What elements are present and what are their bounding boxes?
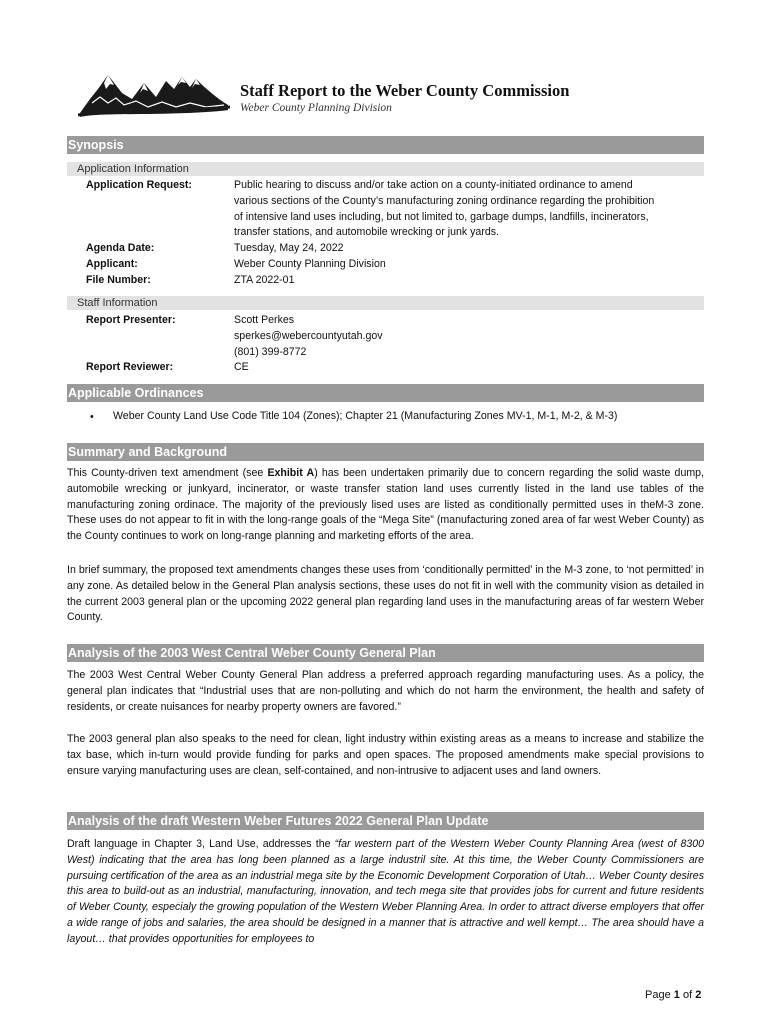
summary-p1-part1: This County-driven text amendment (see [67,467,268,479]
application-request-value [234,178,706,241]
request-line: of intensive land uses including, but not limited to, garbage dumps, landfills, incinerators, [234,210,649,223]
report-subtitle: Weber County Planning Division [240,102,392,114]
applicable-ordinances-heading: Applicable Ordinances [67,384,704,402]
page-current: 1 [673,989,680,1001]
presenter-block [234,313,706,376]
analysis-2003-paragraph-1: The 2003 West Central Weber County General Plan address a preferred approach regarding manufacturing uses. As a policy, the general plan indicates that “Industrial uses that are non-polluting and which do not harm the environment, the health and safety of residents, or create nuisances for nearby property owners are favored.” [67,669,704,713]
report-title: Staff Report to the Weber County Commission [240,81,570,100]
application-info-heading [67,162,704,176]
bullet-icon: • [90,411,94,423]
ordinance-item: Weber County Land Use Code Title 104 (Zones); Chapter 21 (Manufacturing Zones MV-1, M-1, M-2, & M-3) [113,410,618,422]
exhibit-a-ref: Exhibit A [267,467,315,479]
summary-paragraph-1 [67,466,704,545]
agenda-date-value: Tuesday, May 24, 2022 [234,242,344,254]
summary-heading: Summary and Background [67,443,704,461]
applicant-label: Applicant: [86,258,138,270]
report-presenter-label: Report Presenter: [86,314,176,326]
file-number-value: ZTA 2022-01 [234,274,295,286]
analysis-2003-paragraph-2: The 2003 general plan also speaks to the need for clean, light industry within existing areas as a means to increase and stabilize the tax base, which in-turn would provide funding for parks and open spaces. The proposed amendments make special provisions to ensure varying manufacturing uses are clean, self-contained, and non-intrusive to adjacent uses and land owners. [67,733,704,777]
request-line: various sections of the County’s manufacturing zoning ordinance regarding the prohibition [234,194,655,207]
analysis-2022-paragraph-1 [67,837,704,948]
report-reviewer-label: Report Reviewer: [86,361,174,373]
summary-paragraph-2: In brief summary, the proposed text amendments changes these uses from ‘conditionally permitted’ in the M-3 zone, to ‘not permitted’ in any zone. As detailed below in the General Plan analysis sections, these uses do not fit in well with the community vision as detailed in the current 2003 general plan or the upcoming 2022 general plan regarding land uses in the manufacturing areas of far western Weber County. [67,564,704,624]
summary-p1-part2: ) has been undertaken primarily due to concern regarding the solid waste dump, automobile wrecking or junkyard, incinerator, or waste transfer station land uses currently listed in the land use tables of the manufacturing zoning ordinace. The majority of the previously lised uses are listed as conditionally permitted uses in theM-3 zone. These uses do not appear to fit in with the long-range goals of the “Mega Site” (manufacturing zoned area of far west Weber County) as the County continues to work on long-range planning and marketing efforts of the area. [67,467,705,543]
page-number [645,989,701,1001]
request-line: Public hearing to discuss and/or take action on a county-initiated ordinance to amend [234,179,633,191]
presenter-name: Scott Perkes [234,314,295,326]
analysis-2022-p1-plain: Draft language in Chapter 3, Land Use, addresses the [67,838,335,850]
application-info-heading-a: Application [77,163,131,175]
page-total: 2 [695,989,702,1001]
file-number-label: File Number: [86,274,151,286]
analysis-2022-p1-quote: “far western part of the Western Weber County Planning Area (west of 8300 West) indicating that the area has long been planned as a large industril site. At this time, the Weber County Commissioners are pursuing certification of the area as an industrial mega site by the Economic Development Corporation of Utah… Weber County desires this area to build-out as an industrial, manufacturing, innovation, and tech mega site that provides jobs for current and future residents of Weber County, especialy the growing population of the Western Weber Planning Area. In order to attract diverse employers that offer a wide range of jobs and salaries, the area should be designed in a manner that is attractive and well kempt… The area should have a layout… that provides opportunities for employees to [67,838,705,945]
synopsis-heading: Synopsis [67,136,704,154]
presenter-phone: (801) 399-8772 [234,345,307,358]
staff-info-heading: Staff Information [67,296,704,310]
page-word: Page [645,989,671,1001]
presenter-email: sperkes@webercountyutah.gov [234,329,383,342]
reviewer-value: CE [234,361,249,374]
request-line: transfer stations, and automobile wrecking or junk yards. [234,226,499,239]
of-word: of [682,989,693,1001]
application-info-heading-b: Information [133,163,189,175]
application-request-label: Application Request: [86,179,192,191]
mountain-logo-icon [78,69,230,119]
analysis-2003-heading: Analysis of the 2003 West Central Weber County General Plan [67,644,704,662]
agenda-date-label: Agenda Date: [86,242,155,254]
applicant-value: Weber County Planning Division [234,258,386,270]
analysis-2022-heading: Analysis of the draft Western Weber Futures 2022 General Plan Update [67,812,704,830]
